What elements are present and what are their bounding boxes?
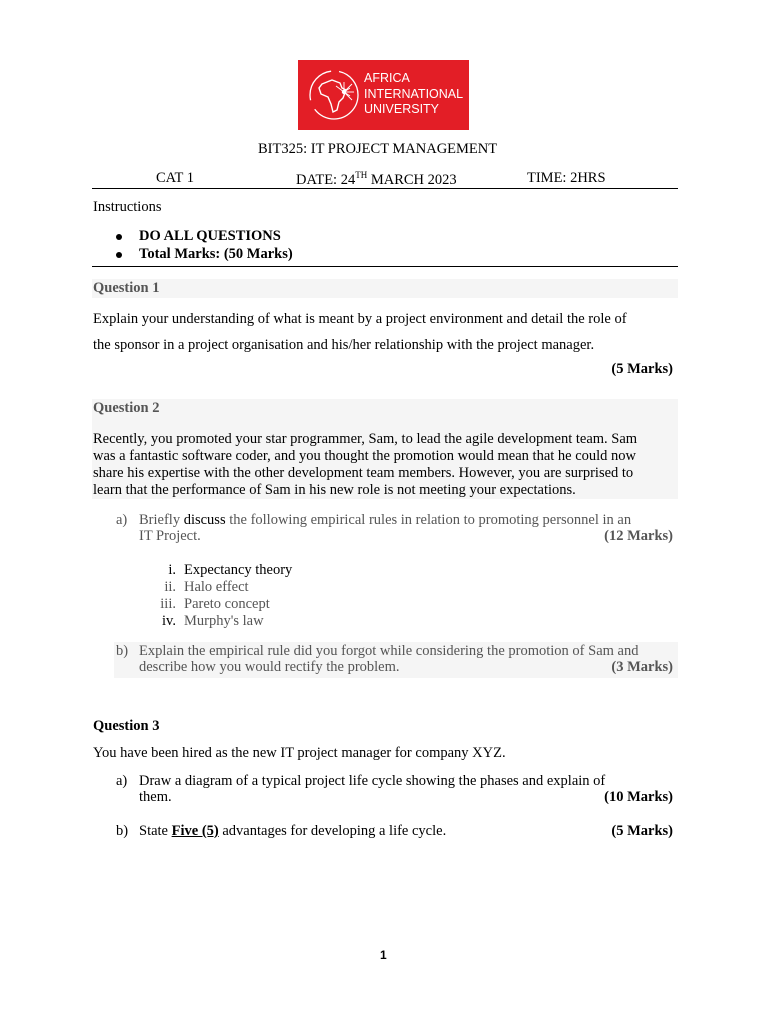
date-suffix: MARCH 2023 [367,171,457,188]
q3-heading: Question 3 [93,718,160,734]
q3a-marks: (10 Marks) [604,789,673,805]
q3b-post: advantages for developing a life cycle. [218,823,447,839]
q3b-text-line [139,823,446,840]
q1-text-line: the sponsor in a project organisation and his/her relationship with the project manager. [93,337,595,353]
q2a-item-text: Pareto concept [184,596,270,612]
q1-heading-band [92,279,678,298]
q2a-text-line: IT Project. [139,528,201,544]
bullet-icon [116,234,122,240]
instructions-heading: Instructions [93,199,162,215]
q1-text-line: Explain your understanding of what is meant by a project environment and detail the role of [93,311,627,327]
q2a-item-text: Murphy's law [184,613,264,629]
q2a-pre: Briefly [139,512,184,528]
q2b-text-line: Explain the empirical rule did you forgot while considering the promotion of Sam and [139,643,639,659]
q2b-marks: (3 Marks) [611,659,673,675]
page-number: 1 [380,948,387,962]
q2a-post: the following empirical rules in relation to promoting personnel in an [225,512,632,528]
africa-map-icon [306,66,362,124]
q2-intro-line: Recently, you promoted your star programmer, Sam, to lead the agile development team. Sam [93,431,638,447]
course-title: BIT325: IT PROJECT MANAGEMENT [258,141,498,157]
q2-intro [93,431,677,499]
university-logo [298,60,469,130]
q1-heading: Question 1 [93,280,160,296]
cat-label: CAT 1 [156,170,195,186]
q2a-text-line [139,512,631,529]
bullet-icon [116,252,122,258]
q2a-item-number: ii. [164,579,176,595]
q2a-item-text: Expectancy theory [184,562,293,578]
instructions-divider [92,266,678,267]
q2a-item-number: i. [168,562,176,578]
q2a-item-number: iii. [160,596,176,612]
q2-intro-line: learn that the performance of Sam in his new role is not meeting your expectations. [93,482,576,498]
q3b-emphasis: Five (5) [171,823,219,839]
q2b-text-line: describe how you would rectify the problem. [139,659,400,675]
q3-intro: You have been hired as the new IT project manager for company XYZ. [93,745,506,761]
date-prefix: DATE: 24 [296,171,356,188]
q2b-label: b) [116,643,129,659]
instruction-item: DO ALL QUESTIONS [139,228,281,244]
q2-heading: Question 2 [93,400,160,416]
q2a-label: a) [116,512,128,528]
logo-line: UNIVERSITY [364,102,440,116]
q3b-marks: (5 Marks) [611,823,673,839]
q2a-emphasis: discuss [183,512,226,528]
q3b-label: b) [116,823,129,839]
q2a-item-number: iv. [162,613,176,629]
logo-text [364,71,463,118]
exam-date [296,170,457,189]
q3a-text-line: Draw a diagram of a typical project life cycle showing the phases and explain of [139,773,606,789]
q3a-label: a) [116,773,128,789]
header-divider [92,188,678,189]
instruction-item: Total Marks: (50 Marks) [139,246,293,262]
q2a-item-text: Halo effect [184,579,249,595]
logo-line: INTERNATIONAL [364,86,464,101]
logo-line: AFRICA [364,71,410,85]
exam-time: TIME: 2HRS [527,170,606,186]
q3b-pre: State [139,823,172,839]
q2a-marks: (12 Marks) [604,528,673,544]
q2-intro-line: share his expertise with the other development team members. However, you are surprised to [93,465,634,481]
q1-marks: (5 Marks) [611,361,673,377]
q3a-text-line: them. [139,789,172,805]
date-superscript: TH [355,170,368,180]
q2-intro-line: was a fantastic software coder, and you thought the promotion would mean that he could now [93,448,637,464]
